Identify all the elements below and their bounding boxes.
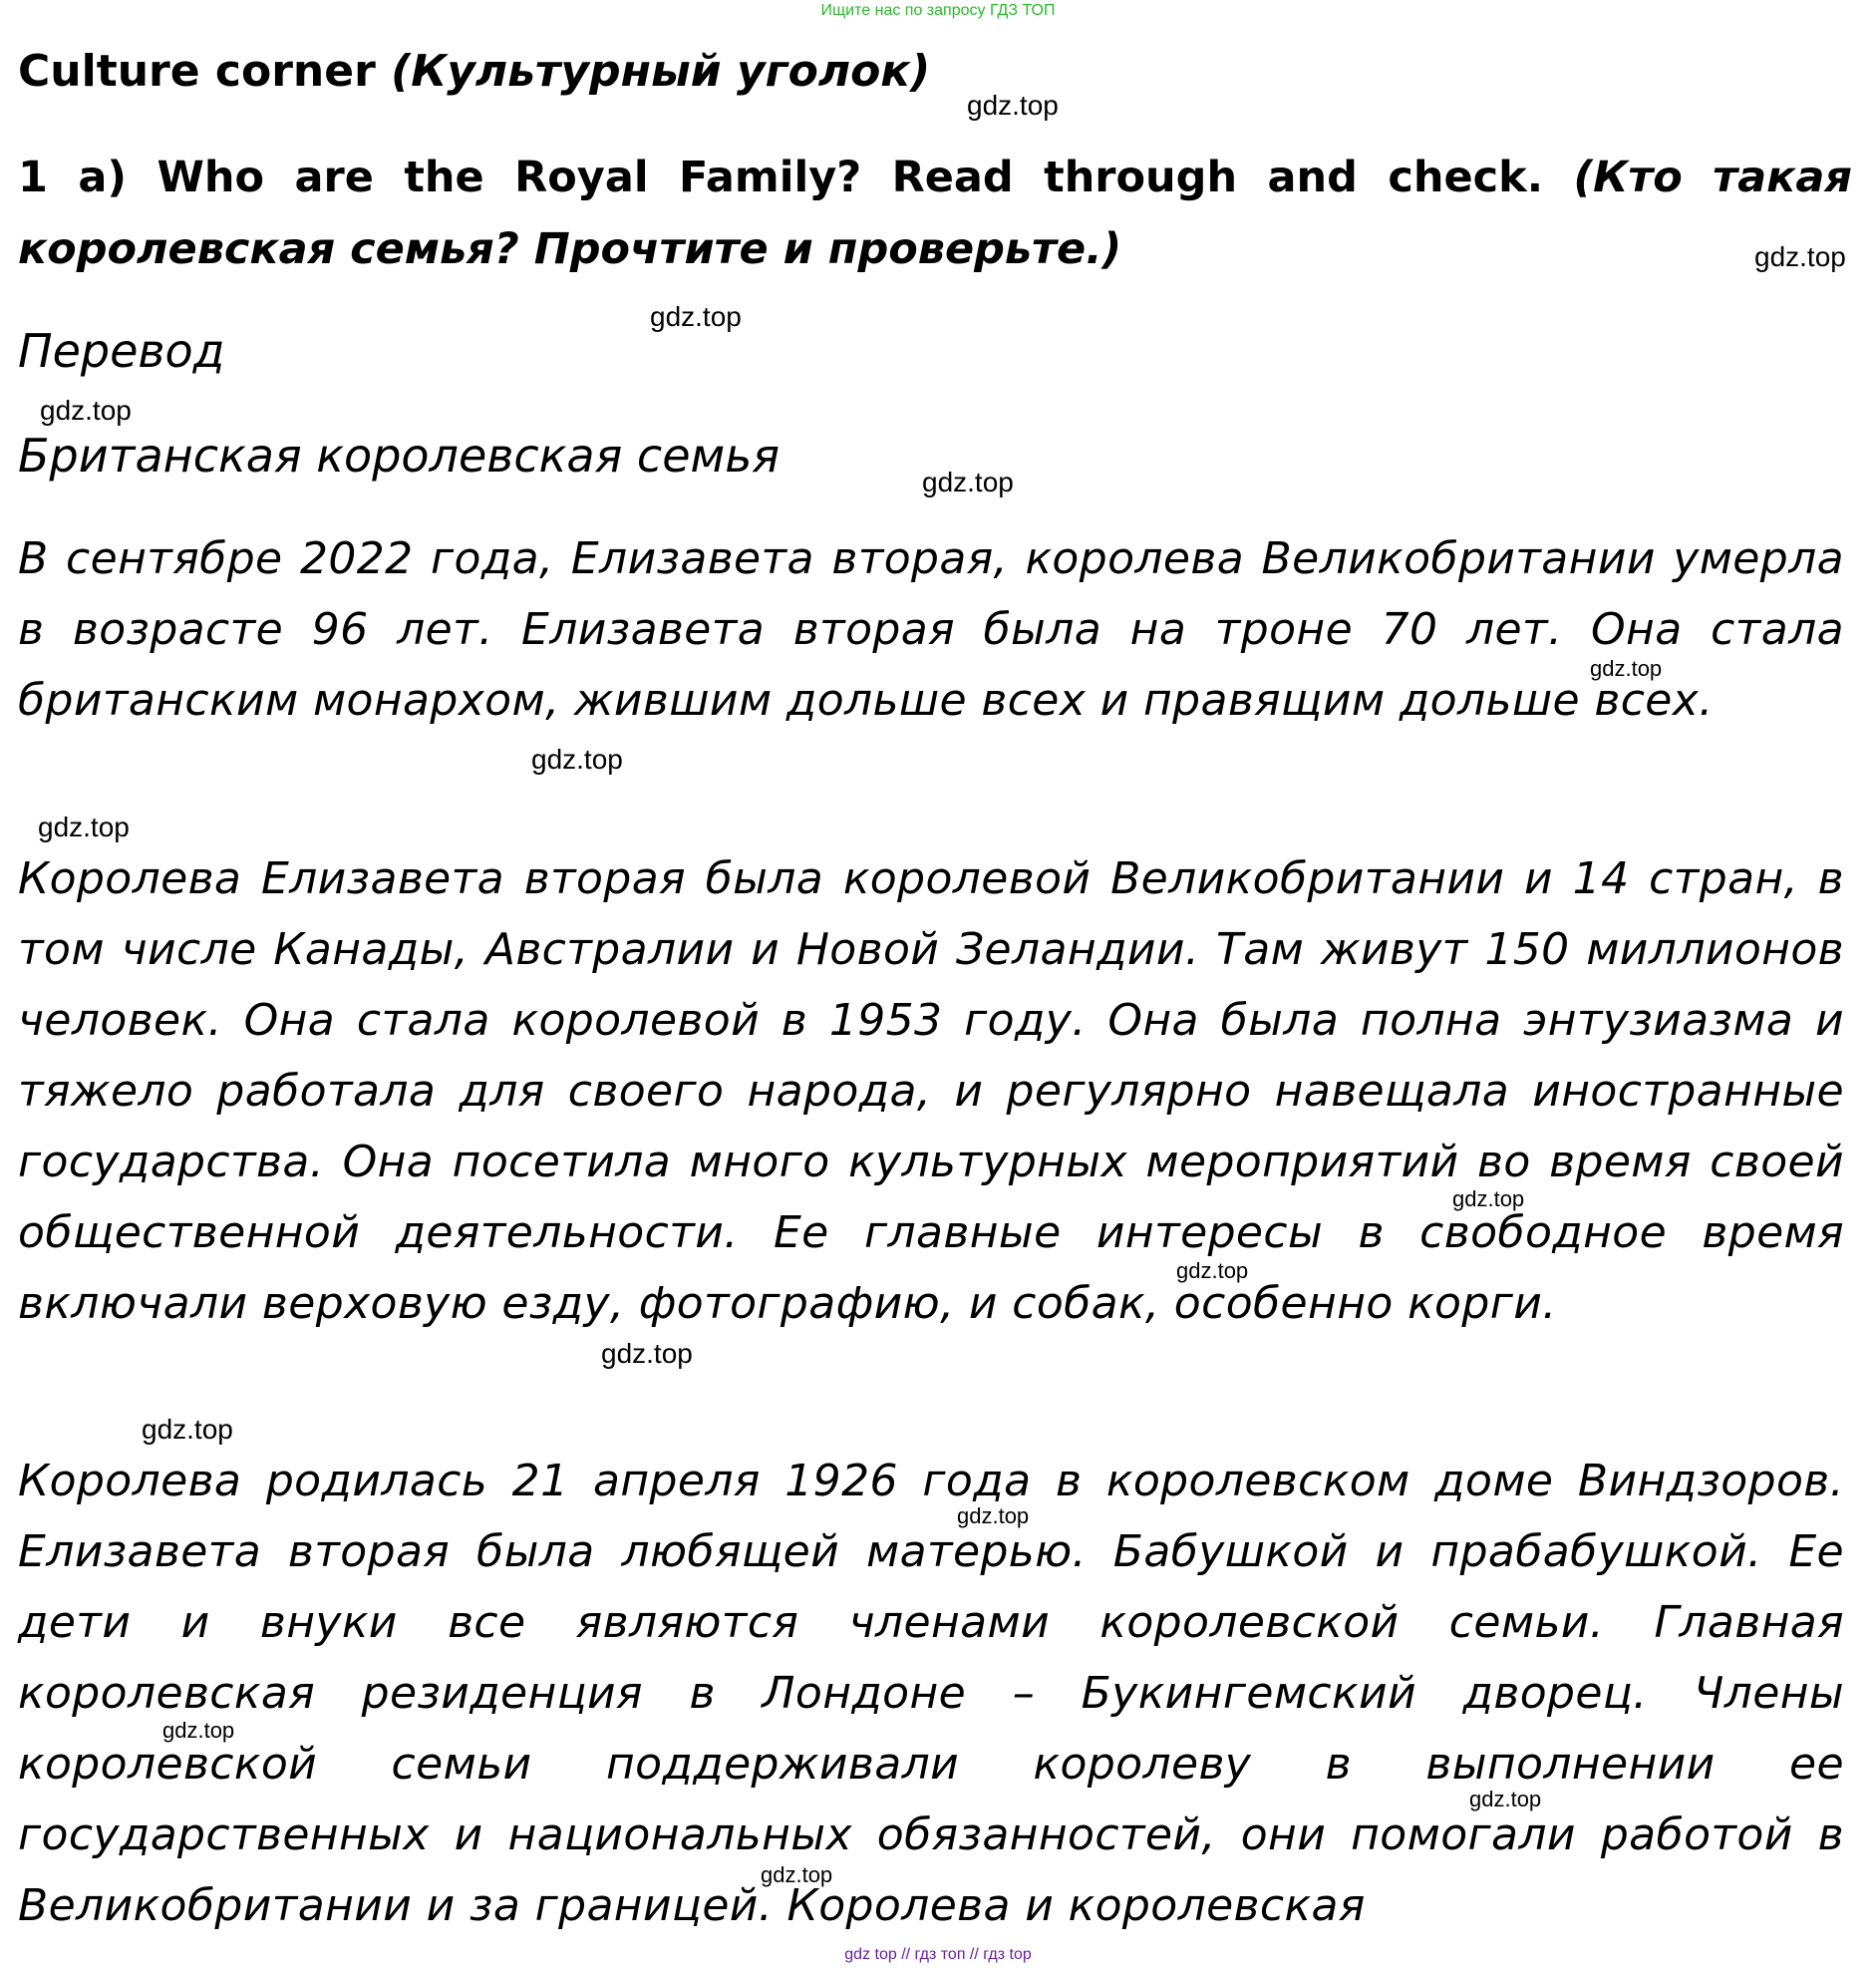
footer-watermark: gdz top // гдз топ // гдз top <box>844 1946 1032 1963</box>
title-english: Culture corner <box>18 46 376 97</box>
watermark: gdz.top <box>957 1503 1030 1528</box>
title-russian: (Культурный уголок) <box>391 46 931 97</box>
paragraph-3: Королева родилась 21 апреля 1926 года в королевском доме Виндзоров. Елизавета вторая была любящей матерью. Бабушкой и прабабушкой. Ее дети и внуки все являются членами королевской семьи. Главная королевская резиденция в Лондоне – Букингемский дворец. Члены королевской семьи поддерживали королеву в выполнении ее государственных и национальных обязанностей, они помогали работой в Великобритании и за границей. Королева и королевская <box>18 1456 1844 1931</box>
watermark: gdz.top <box>1176 1258 1249 1283</box>
paragraph-2: Королева Елизавета вторая была королевой Великобритании и 14 стран, в том числе Канады, Австралии и Новой Зеландии. Там живут 150 миллионов человек. Она стала королевой в 1953 году. Она была полна энтузиазма и тяжело работала для своего народа, и регулярно навещала иностранные государства. Она посетила много культурных мероприятий во время своей общественной деятельности. Ее главные интересы в свободное время включали верховую езду, фотографию, и собак, особенно корги. <box>18 853 1844 1329</box>
watermark: gdz.top <box>601 1338 693 1369</box>
watermark: gdz.top <box>162 1718 235 1743</box>
article-title: Британская королевская семья <box>18 429 780 483</box>
watermark: gdz.top <box>1452 1186 1525 1211</box>
watermark: gdz.top <box>650 301 742 332</box>
top-banner: Ищите нас по запросу ГДЗ ТОП <box>820 2 1056 19</box>
watermark: gdz.top <box>38 812 130 842</box>
watermark: gdz.top <box>761 1862 833 1887</box>
watermark: gdz.top <box>142 1414 233 1445</box>
translation-label: Перевод <box>18 324 225 378</box>
watermark: gdz.top <box>531 744 623 775</box>
task-heading <box>18 142 1852 285</box>
watermark: gdz.top <box>1469 1787 1542 1811</box>
task-russian: (Кто такая королевская семья? Прочтите и проверьте.) <box>18 153 1852 274</box>
watermark: gdz.top <box>1590 656 1663 681</box>
page-title <box>18 42 930 102</box>
watermark: gdz.top <box>922 467 1014 497</box>
watermark: gdz.top <box>40 395 132 426</box>
task-english: 1 a) Who are the Royal Family? Read through and check. <box>18 153 1544 202</box>
watermark: gdz.top <box>1754 241 1846 272</box>
paragraph-1: В сентябре 2022 года, Елизавета вторая, королева Великобритании умерла в возрасте 96 лет. Елизавета вторая была на троне 70 лет. Она стала британским монархом, жившим дольше всех и правящим дольше всех. <box>18 533 1844 726</box>
watermark: gdz.top <box>967 90 1059 121</box>
